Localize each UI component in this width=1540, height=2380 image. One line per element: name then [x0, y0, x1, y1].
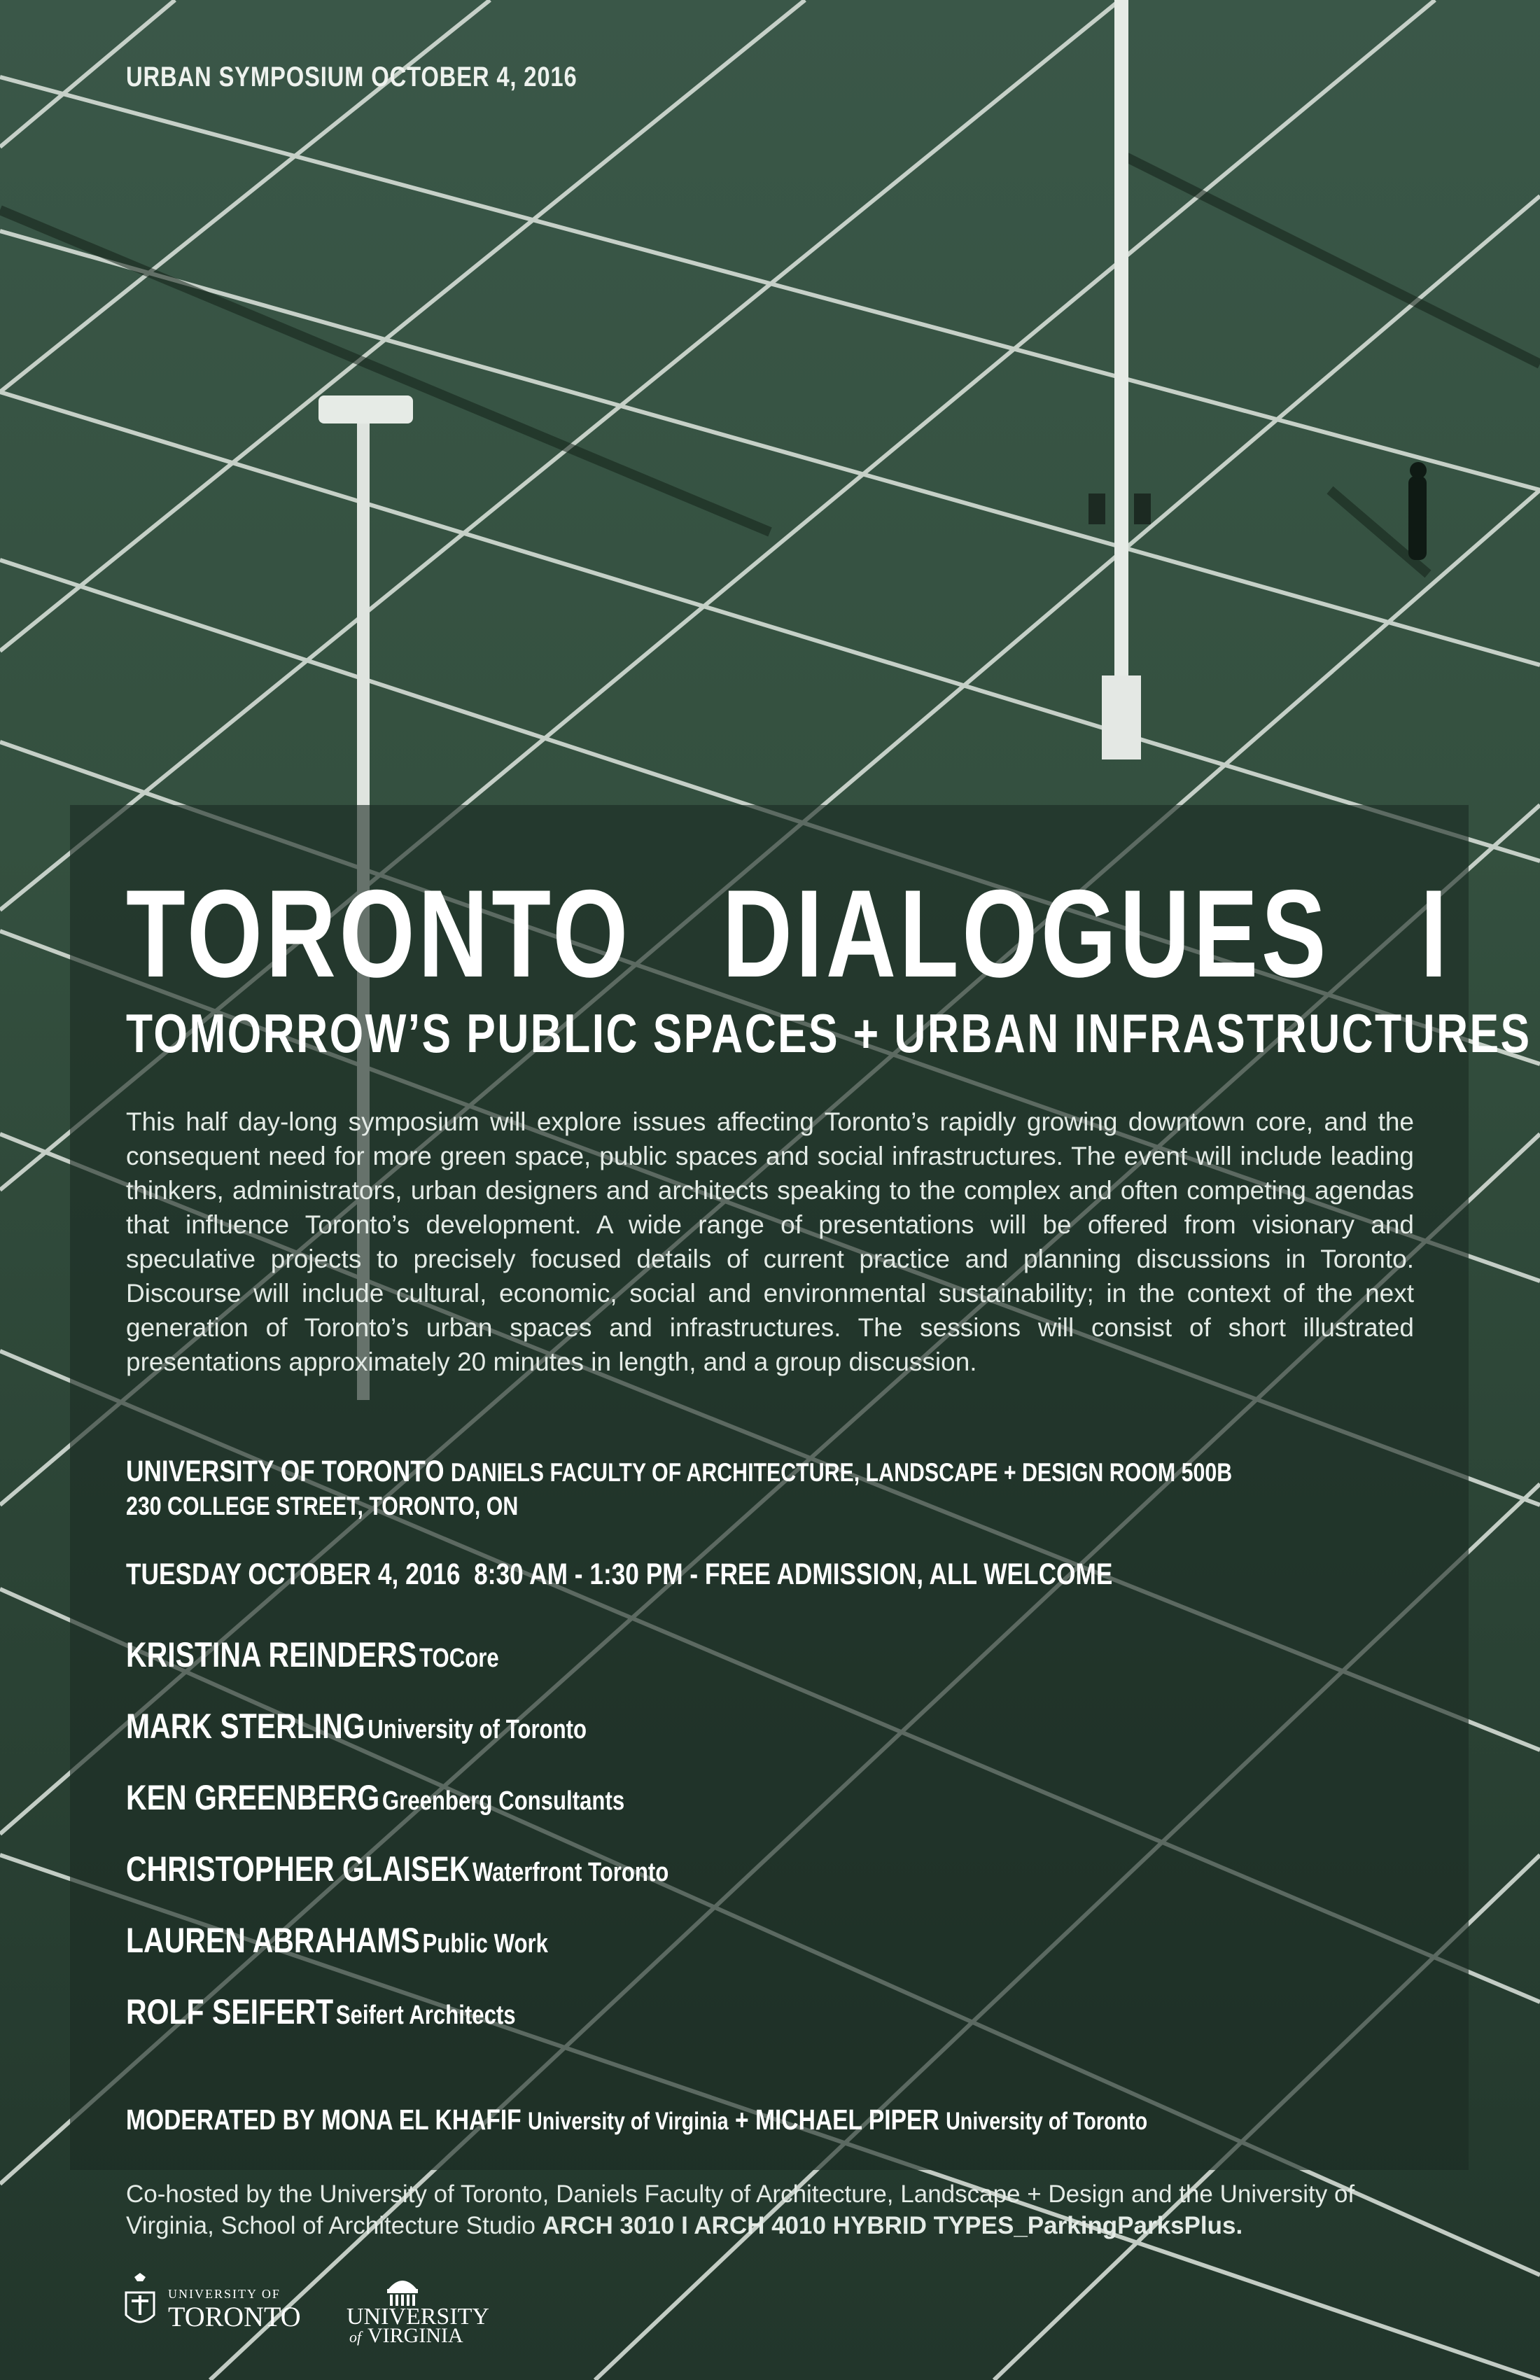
speaker-item — [126, 1849, 1182, 1920]
speaker-name: KRISTINA REINDERS — [126, 1635, 417, 1674]
speaker-org: Greenberg Consultants — [382, 1786, 625, 1816]
speaker-name: CHRISTOPHER GLAISEK — [126, 1849, 470, 1889]
speaker-item — [126, 1991, 1182, 2063]
moderator-1: MODERATED BY MONA EL KHAFIF — [126, 2104, 522, 2136]
speaker-name: KEN GREENBERG — [126, 1778, 380, 1817]
speaker-item — [126, 1706, 1182, 1777]
speaker-name: MARK STERLING — [126, 1707, 365, 1746]
speaker-org: Public Work — [422, 1929, 548, 1959]
moderators-line — [126, 2104, 1182, 2136]
uva-logo-line1: UNIVERSITY — [346, 2304, 489, 2330]
speaker-name: LAUREN ABRAHAMS — [126, 1921, 420, 1960]
cohost-text: Co-hosted by the University of Toronto, Daniels Faculty of Architecture, Landscape + Design and the University of Virginia, School of Architecture Studio — [126, 2180, 1355, 2239]
speaker-item — [126, 1920, 1182, 1991]
uva-rotunda-icon — [346, 2269, 500, 2346]
uoft-logo-line1: UNIVERSITY OF — [168, 2287, 281, 2301]
cohost-note — [126, 2178, 1414, 2241]
event-date-label: URBAN SYMPOSIUM OCTOBER 4, 2016 — [126, 62, 578, 92]
speaker-org: Seifert Architects — [335, 2001, 516, 2030]
venue-address: 230 COLLEGE STREET, TORONTO, ON — [126, 1492, 519, 1520]
venue-block — [126, 1455, 1414, 1523]
uva-logo-line2: of — [349, 2328, 362, 2346]
speaker-org: University of Toronto — [368, 1715, 587, 1744]
venue-faculty: DANIELS FACULTY OF ARCHITECTURE, LANDSCAPE + DESIGN ROOM 500B — [450, 1458, 1233, 1487]
venue-institution: UNIVERSITY OF TORONTO — [126, 1455, 444, 1488]
speaker-list — [126, 1634, 1414, 2063]
moderator-1-org: University of Virginia — [528, 2108, 729, 2135]
speaker-item — [126, 1634, 1182, 1706]
speaker-org: Waterfront Toronto — [472, 1858, 669, 1887]
event-description: This half day-long symposium will explore issues affecting Toronto’s rapidly growing downtown core, and the consequent need for more green space, public spaces and social infrastructures. The event will include leading thinkers, administrators, urban designers and architects speaking to the complex and often competing agendas that influence Toronto’s development. A wide range of presentations will be offered from visionary and speculative projects to precisely focused details of current practice and planning discussions in Toronto. Discourse will include cultural, economic, social and environmental sustainability; in the context of the next generation of Toronto’s urban spaces and infrastructures. The sessions will consist of short illustrated presentations approximately 20 minutes in length, and a group discussion. — [126, 1107, 1414, 1376]
poster-subtitle: TOMORROW’S PUBLIC SPACES + URBAN INFRASTRUCTURES — [126, 1002, 1532, 1064]
uva-logo-line3: VIRGINIA — [368, 2324, 463, 2346]
moderator-2: MICHAEL PIPER — [755, 2104, 939, 2136]
uoft-logo-line2: TORONTO — [168, 2301, 301, 2332]
speaker-item — [126, 1777, 1182, 1849]
university-of-toronto-logo — [119, 2272, 329, 2342]
university-of-virginia-logo — [346, 2269, 500, 2350]
speaker-name: ROLF SEIFERT — [126, 1992, 334, 2031]
moderator-plus: + — [734, 2104, 749, 2136]
event-date-time: TUESDAY OCTOBER 4, 2016 8:30 AM - 1:30 PM - FREE ADMISSION, ALL WELCOME — [126, 1558, 1113, 1591]
moderator-2-org: University of Toronto — [946, 2108, 1148, 2135]
speaker-org: TOCore — [419, 1644, 499, 1673]
uoft-crest-icon — [119, 2272, 329, 2338]
poster-title: TORONTO DIALOGUES I — [126, 864, 1451, 1003]
course-code: ARCH 3010 I ARCH 4010 HYBRID TYPES_ParkingParksPlus. — [542, 2212, 1243, 2239]
